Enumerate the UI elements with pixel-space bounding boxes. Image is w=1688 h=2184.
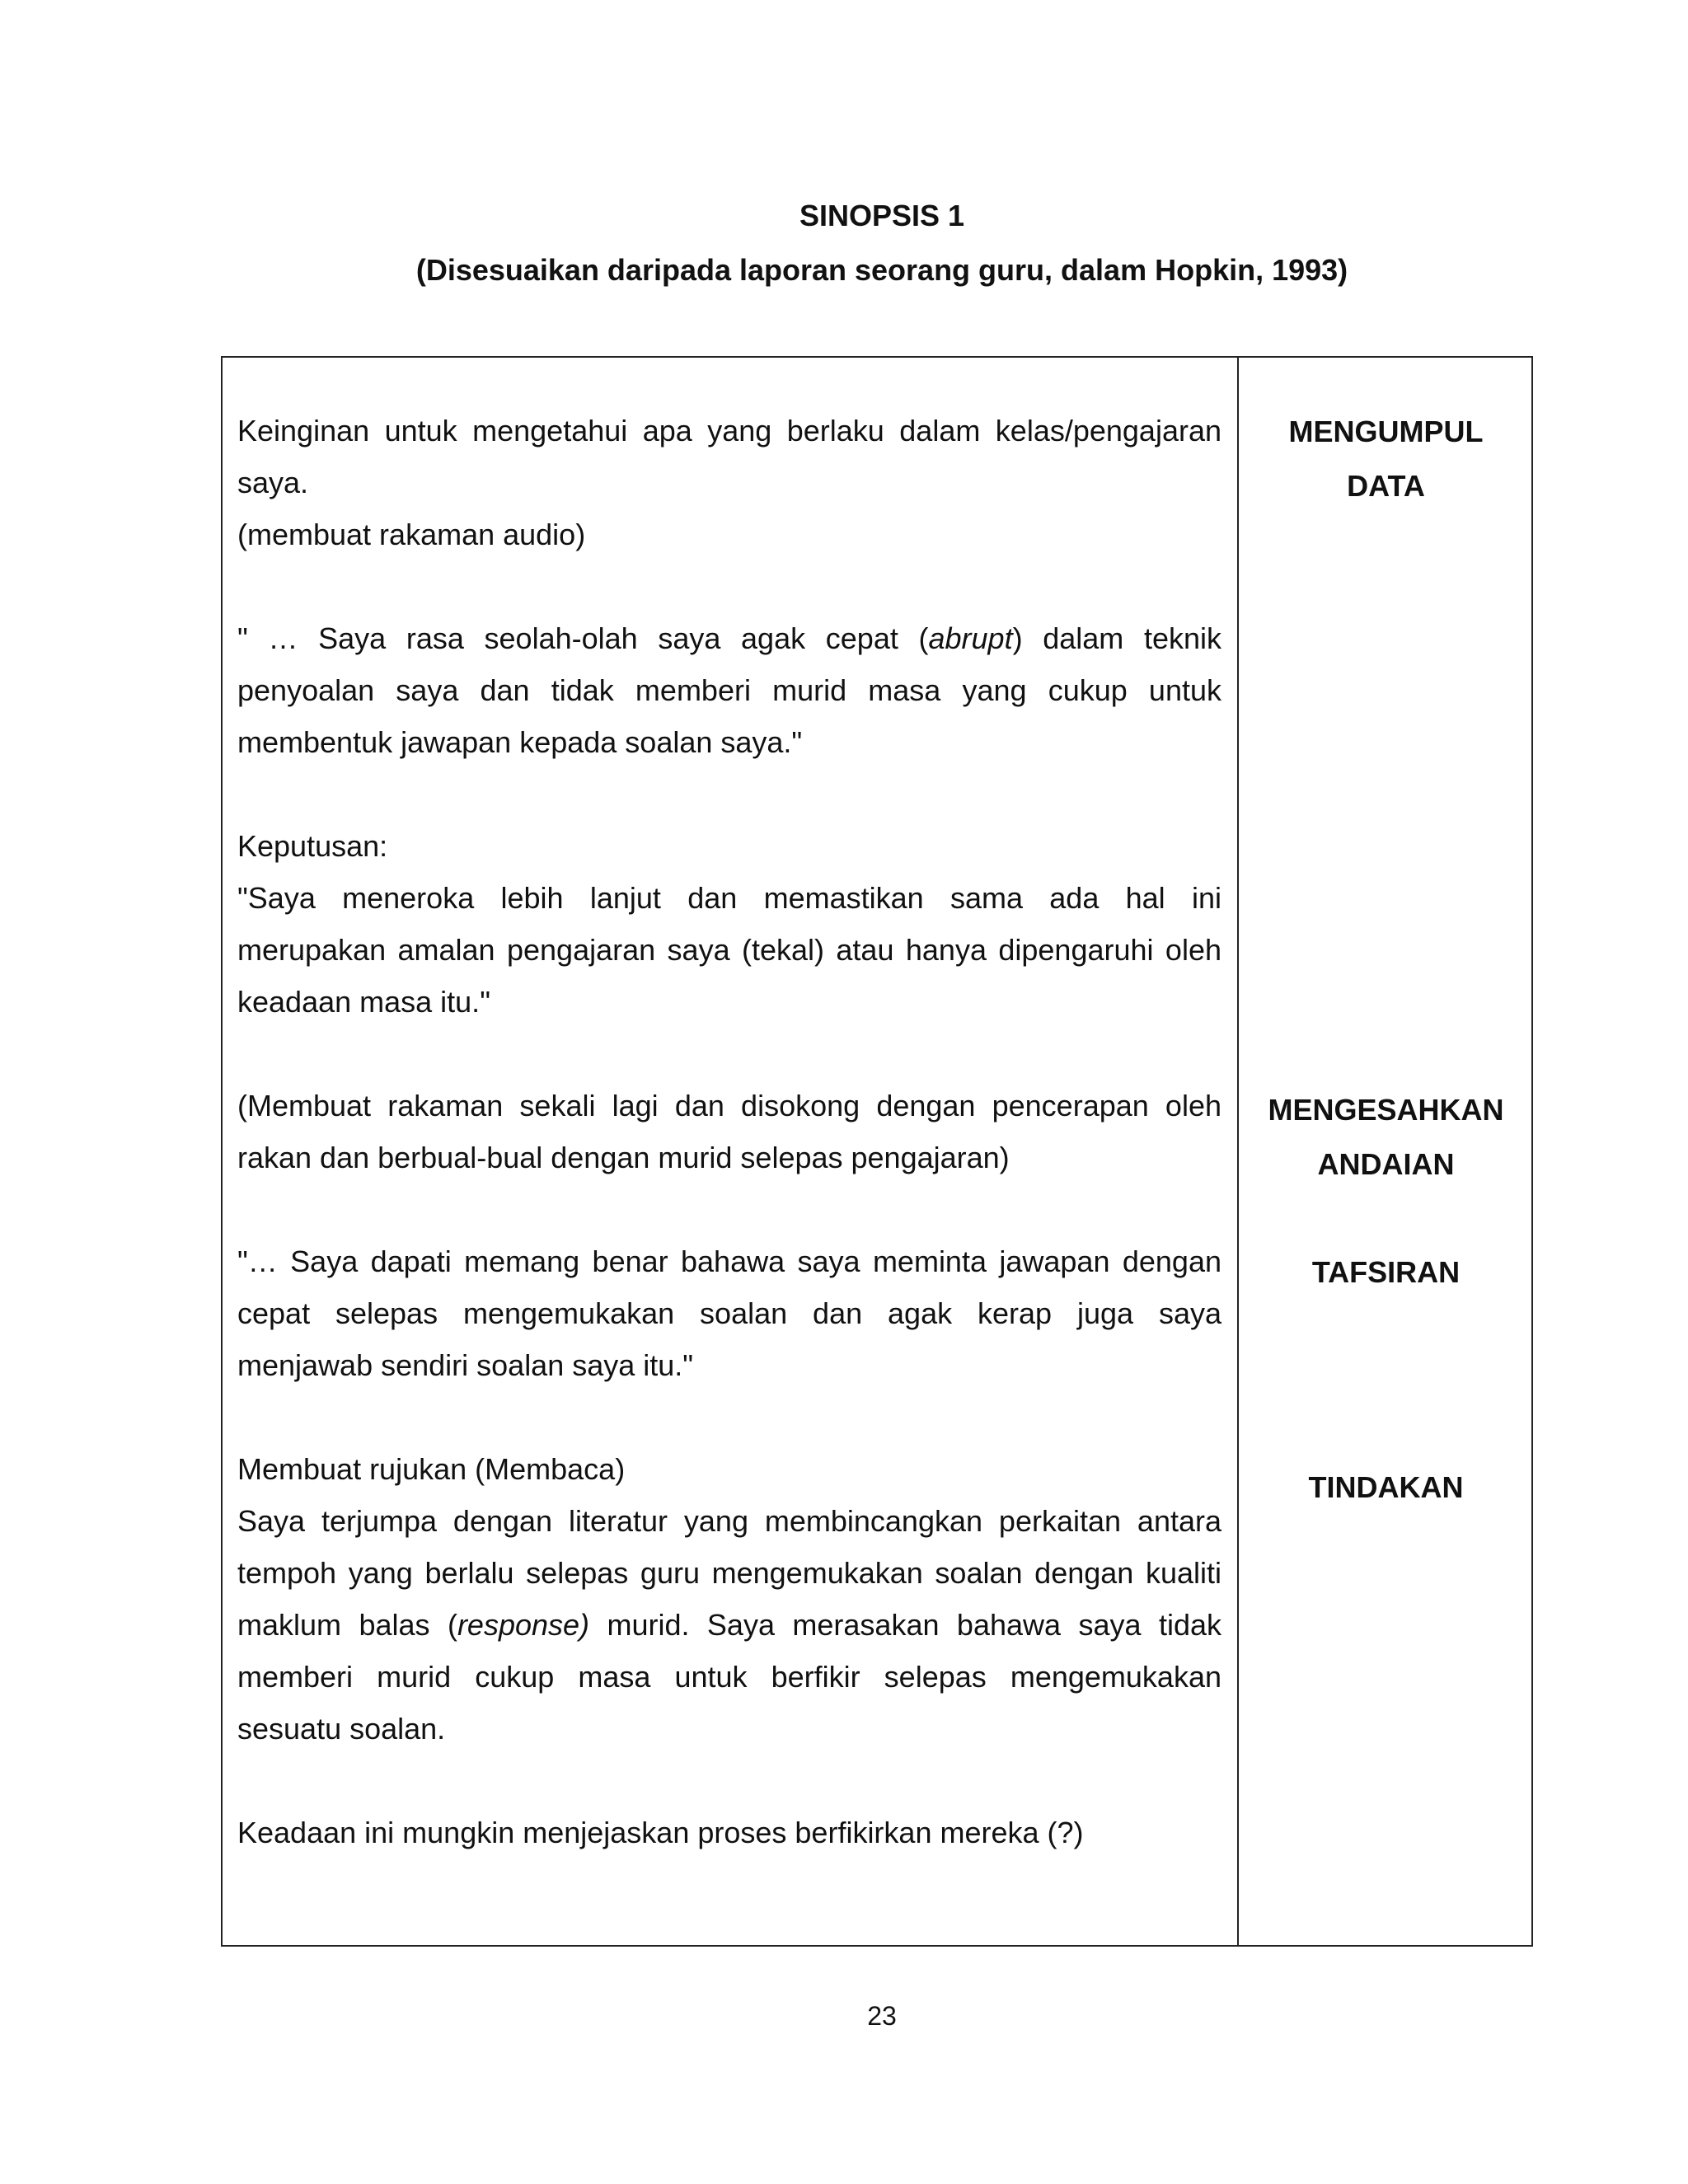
paragraph-line: merupakan amalan pengajaran saya (tekal) atau hanya dipengaruhi oleh (237, 933, 1221, 967)
stage-label-line: TINDAKAN (1308, 1470, 1464, 1504)
paragraph-decision (237, 820, 1221, 1028)
text-run: ) dalam teknik (1012, 621, 1221, 655)
stage-label-collect-data (1239, 405, 1533, 513)
italic-term: abrupt (928, 621, 1013, 655)
paragraph-line (237, 612, 1221, 664)
paragraph-line (237, 1599, 1221, 1651)
text-run: maklum balas ( (237, 1608, 457, 1642)
text-run: murid. Saya merasakan bahawa saya tidak (589, 1608, 1221, 1642)
stage-label-validate-assumption (1239, 1083, 1533, 1192)
page-subtitle: (Disesuaikan daripada laporan seorang guru, dalam Hopkin, 1993) (415, 253, 1348, 287)
narrative-column (237, 405, 1221, 1858)
paragraph-line: rakan dan berbual-bual dengan murid selepas pengajaran) (237, 1141, 1010, 1174)
synopsis-table (221, 356, 1533, 1947)
paragraph-line: Keinginan untuk mengetahui apa yang berlaku dalam kelas/pengajaran (237, 414, 1221, 448)
stage-label-action (1239, 1460, 1533, 1515)
stage-label-line: TAFSIRAN (1311, 1255, 1461, 1289)
paragraph-line: memberi murid cukup masa untuk berfikir selepas mengemukakan (237, 1660, 1221, 1694)
italic-term: response) (457, 1608, 590, 1642)
paragraph-line: penyoalan saya dan tidak memberi murid masa yang cukup untuk (237, 673, 1221, 707)
paragraph-line: (membuat rakaman audio) (237, 518, 586, 551)
paragraph-quote-abrupt (237, 612, 1221, 768)
paragraph-line: membentuk jawapan kepada soalan saya." (237, 725, 803, 759)
text-run: " … Saya rasa seolah-olah saya agak cepat ( (237, 621, 929, 655)
paragraph-line: menjawab sendiri soalan saya itu." (237, 1348, 694, 1382)
paragraph-line: Membuat rujukan (Membaca) (237, 1452, 626, 1486)
paragraph-line: Keadaan ini mungkin menjejaskan proses berfikirkan mereka (?) (237, 1816, 1084, 1849)
paragraph-line: keadaan masa itu." (237, 985, 490, 1019)
paragraph-desire (237, 405, 1221, 560)
paragraph-finding (237, 1235, 1221, 1391)
paragraph-line: sesuatu soalan. (237, 1712, 446, 1746)
paragraph-line: "… Saya dapati memang benar bahawa saya meminta jawapan dengan (237, 1244, 1221, 1278)
paragraph-line: tempoh yang berlalu selepas guru mengemukakan soalan dengan kualiti (237, 1556, 1221, 1590)
paragraph-line: cepat selepas mengemukakan soalan dan agak kerap juga saya (237, 1296, 1221, 1330)
paragraph-line: saya. (237, 466, 309, 499)
paragraph-conclusion (237, 1807, 1221, 1858)
paragraph-reference (237, 1443, 1221, 1755)
paragraph-recording (237, 1080, 1221, 1183)
stage-label-line: MENGUMPUL (1288, 415, 1484, 448)
paragraph-line: Keputusan: (237, 829, 388, 863)
paragraph-line: (Membuat rakaman sekali lagi dan disokong dengan pencerapan oleh (237, 1089, 1221, 1122)
stage-label-line: DATA (1347, 469, 1425, 503)
stage-label-line: ANDAIAN (1317, 1147, 1455, 1181)
paragraph-line: "Saya meneroka lebih lanjut dan memastikan sama ada hal ini (237, 881, 1221, 915)
page-number: 23 (867, 2001, 897, 2031)
stage-label-interpretation (1239, 1245, 1533, 1300)
paragraph-line: Saya terjumpa dengan literatur yang membincangkan perkaitan antara (237, 1504, 1221, 1538)
page-title: SINOPSIS 1 (799, 199, 965, 232)
stage-label-line: MENGESAHKAN (1268, 1093, 1504, 1127)
